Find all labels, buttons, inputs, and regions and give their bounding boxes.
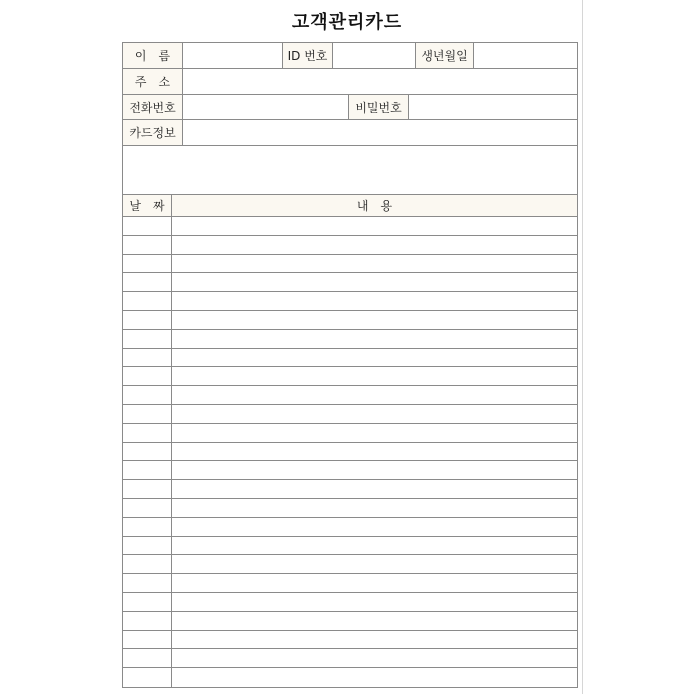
log-content-cell[interactable] [172, 292, 577, 310]
row-phone-password [123, 95, 577, 120]
log-row [123, 631, 577, 650]
log-content-cell[interactable] [172, 236, 577, 254]
log-date-cell[interactable] [123, 668, 172, 687]
log-date-cell[interactable] [123, 217, 172, 235]
log-row [123, 349, 577, 368]
log-date-cell[interactable] [123, 574, 172, 592]
log-table-body [123, 217, 577, 687]
log-row [123, 649, 577, 668]
row-address [123, 69, 577, 95]
log-date-cell[interactable] [123, 292, 172, 310]
log-row [123, 537, 577, 556]
log-row [123, 668, 577, 687]
log-content-cell[interactable] [172, 330, 577, 348]
log-date-cell[interactable] [123, 236, 172, 254]
log-row [123, 480, 577, 499]
log-date-cell[interactable] [123, 537, 172, 555]
log-row [123, 330, 577, 349]
log-row [123, 443, 577, 462]
log-header [123, 195, 577, 217]
log-content-cell[interactable] [172, 480, 577, 498]
log-content-cell[interactable] [172, 386, 577, 404]
page-edge-line [582, 0, 583, 694]
date-column-header: 날 짜 [123, 195, 172, 216]
log-date-cell[interactable] [123, 649, 172, 667]
card-info-label: 카드정보 [123, 120, 183, 145]
log-row [123, 499, 577, 518]
card-info-field[interactable] [183, 120, 577, 145]
log-content-cell[interactable] [172, 555, 577, 573]
log-row [123, 367, 577, 386]
birth-date-field[interactable] [474, 43, 577, 68]
log-content-cell[interactable] [172, 405, 577, 423]
log-content-cell[interactable] [172, 631, 577, 649]
log-content-cell[interactable] [172, 518, 577, 536]
log-date-cell[interactable] [123, 349, 172, 367]
log-row [123, 236, 577, 255]
log-row [123, 518, 577, 537]
log-date-cell[interactable] [123, 480, 172, 498]
log-date-cell[interactable] [123, 631, 172, 649]
log-content-cell[interactable] [172, 668, 577, 687]
page-title: 고객관리카드 [291, 12, 403, 33]
notes-area[interactable] [123, 146, 577, 195]
phone-label: 전화번호 [123, 95, 183, 119]
password-label: 비밀번호 [349, 95, 409, 119]
password-field[interactable] [409, 95, 577, 119]
log-row [123, 292, 577, 311]
log-content-cell[interactable] [172, 273, 577, 291]
name-field[interactable] [183, 43, 283, 68]
log-content-cell[interactable] [172, 367, 577, 385]
id-number-label: ID 번호 [283, 43, 333, 68]
log-row [123, 311, 577, 330]
log-date-cell[interactable] [123, 367, 172, 385]
log-row [123, 555, 577, 574]
log-date-cell[interactable] [123, 255, 172, 273]
log-date-cell[interactable] [123, 405, 172, 423]
address-label: 주 소 [123, 69, 183, 94]
log-date-cell[interactable] [123, 518, 172, 536]
log-row [123, 255, 577, 274]
log-row [123, 612, 577, 631]
log-date-cell[interactable] [123, 443, 172, 461]
log-date-cell[interactable] [123, 386, 172, 404]
content-column-header: 내 용 [356, 199, 393, 213]
name-label: 이 름 [123, 43, 183, 68]
log-row [123, 424, 577, 443]
log-row [123, 593, 577, 612]
birth-date-label: 생년월일 [416, 43, 474, 68]
log-content-cell[interactable] [172, 461, 577, 479]
row-name-id-birth [123, 43, 577, 69]
log-date-cell[interactable] [123, 593, 172, 611]
log-row [123, 217, 577, 236]
log-content-cell[interactable] [172, 311, 577, 329]
log-content-cell[interactable] [172, 649, 577, 667]
address-field[interactable] [183, 69, 577, 94]
customer-card-form [122, 42, 578, 688]
log-date-cell[interactable] [123, 311, 172, 329]
log-content-cell[interactable] [172, 574, 577, 592]
log-row [123, 273, 577, 292]
log-content-cell[interactable] [172, 424, 577, 442]
log-content-cell[interactable] [172, 499, 577, 517]
log-content-cell[interactable] [172, 612, 577, 630]
log-content-cell[interactable] [172, 537, 577, 555]
log-content-cell[interactable] [172, 349, 577, 367]
log-date-cell[interactable] [123, 612, 172, 630]
log-row [123, 574, 577, 593]
log-content-cell[interactable] [172, 255, 577, 273]
log-date-cell[interactable] [123, 330, 172, 348]
log-date-cell[interactable] [123, 424, 172, 442]
log-content-cell[interactable] [172, 593, 577, 611]
log-row [123, 386, 577, 405]
log-content-cell[interactable] [172, 217, 577, 235]
log-row [123, 405, 577, 424]
row-card-info [123, 120, 577, 146]
log-date-cell[interactable] [123, 555, 172, 573]
log-date-cell[interactable] [123, 273, 172, 291]
phone-field[interactable] [183, 95, 349, 119]
log-date-cell[interactable] [123, 461, 172, 479]
log-row [123, 461, 577, 480]
id-number-field[interactable] [333, 43, 416, 68]
log-content-cell[interactable] [172, 443, 577, 461]
log-date-cell[interactable] [123, 499, 172, 517]
